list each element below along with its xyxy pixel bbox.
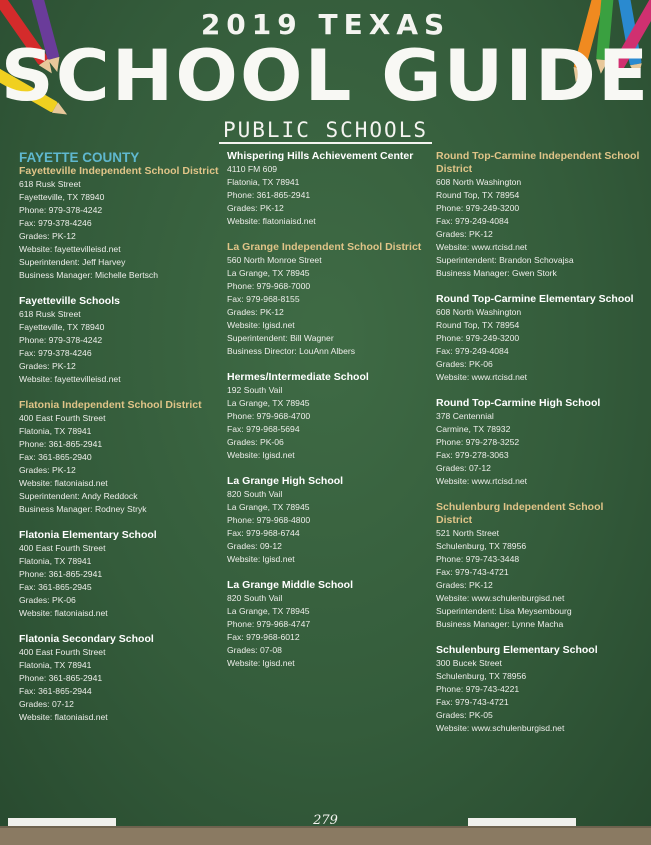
detail-line: Carmine, TX 78932: [436, 424, 511, 434]
detail-line: Flatonia, TX 78941: [227, 177, 300, 187]
detail-line: Fax: 979-278-3063: [436, 450, 509, 460]
detail-line: Superintendent: Brandon Schovajsa: [436, 255, 574, 265]
district-entry: [436, 150, 641, 280]
detail-line: Business Manager: Rodney Stryk: [19, 504, 147, 514]
district-entry: [436, 501, 641, 631]
detail-line: Grades: 09-12: [227, 541, 282, 551]
detail-line: Business Manager: Gwen Stork: [436, 268, 557, 278]
detail-line: Website: www.schulenburgisd.net: [436, 593, 565, 603]
detail-line: Schulenburg, TX 78956: [436, 541, 527, 551]
district-name: Flatonia Independent School District: [19, 399, 202, 411]
detail-line: La Grange, TX 78945: [227, 398, 310, 408]
detail-line: Phone: 979-249-3200: [436, 203, 520, 213]
detail-line: 192 South Vail: [227, 385, 283, 395]
school-name: Whispering Hills Achievement Center: [227, 150, 414, 162]
detail-line: Phone: 979-968-4747: [227, 619, 311, 629]
detail-line: Fax: 979-968-5694: [227, 424, 300, 434]
detail-line: Website: flatoniaisd.net: [19, 608, 108, 618]
detail-line: 618 Rusk Street: [19, 179, 81, 189]
detail-line: Phone: 979-378-4242: [19, 205, 103, 215]
detail-line: Fax: 979-968-8155: [227, 294, 300, 304]
detail-line: 378 Centennial: [436, 411, 494, 421]
subtitle-text: PUBLIC SCHOOLS: [219, 118, 432, 144]
detail-line: Superintendent: Bill Wagner: [227, 333, 334, 343]
detail-line: 400 East Fourth Street: [19, 413, 106, 423]
detail-line: Website: flatoniaisd.net: [19, 712, 108, 722]
district-name: Fayetteville Independent School District: [19, 165, 219, 177]
detail-line: Phone: 979-249-3200: [436, 333, 520, 343]
school-name: La Grange Middle School: [227, 579, 354, 591]
detail-line: 4110 FM 609: [227, 164, 278, 174]
detail-line: Website: lgisd.net: [227, 450, 295, 460]
detail-line: 608 North Washington: [436, 307, 522, 317]
detail-line: Grades: 07-12: [436, 463, 491, 473]
page-subtitle: [0, 118, 651, 142]
school-name: Fayetteville Schools: [19, 295, 120, 307]
school-entry: [227, 150, 432, 228]
detail-line: Website: fayettevilleisd.net: [19, 244, 121, 254]
school-name: Flatonia Elementary School: [19, 529, 157, 541]
column-3: [436, 150, 641, 748]
detail-line: Phone: 361-865-2941: [19, 569, 103, 579]
detail-line: Round Top, TX 78954: [436, 320, 520, 330]
detail-line: 820 South Vail: [227, 489, 283, 499]
detail-line: La Grange, TX 78945: [227, 268, 310, 278]
detail-line: Grades: PK-06: [227, 437, 284, 447]
detail-line: Fax: 361-865-2945: [19, 582, 92, 592]
school-entry: [19, 295, 224, 386]
school-entry: [227, 475, 432, 566]
detail-line: Phone: 979-968-4800: [227, 515, 311, 525]
county-heading: FAYETTE COUNTY: [19, 150, 140, 165]
detail-line: Phone: 979-968-7000: [227, 281, 311, 291]
school-entry: [436, 397, 641, 488]
detail-line: Fax: 979-249-4084: [436, 346, 509, 356]
district-entry: [19, 165, 224, 282]
detail-line: Phone: 979-278-3252: [436, 437, 520, 447]
detail-line: Superintendent: Lisa Meysembourg: [436, 606, 572, 616]
district-entry: [19, 399, 224, 516]
detail-line: Website: www.rtcisd.net: [436, 476, 528, 486]
school-name: Round Top-Carmine Elementary School: [436, 293, 634, 305]
column-2: [227, 150, 432, 683]
detail-line: Website: www.schulenburgisd.net: [436, 723, 565, 733]
detail-line: Fax: 979-378-4246: [19, 348, 92, 358]
detail-line: Business Director: LouAnn Albers: [227, 346, 356, 356]
detail-line: Flatonia, TX 78941: [19, 660, 92, 670]
detail-line: Fax: 361-865-2940: [19, 452, 92, 462]
detail-line: Round Top, TX 78954: [436, 190, 520, 200]
school-entry: [227, 371, 432, 462]
detail-line: Website: www.rtcisd.net: [436, 242, 528, 252]
detail-line: Fayetteville, TX 78940: [19, 322, 105, 332]
detail-line: Flatonia, TX 78941: [19, 426, 92, 436]
detail-line: Fax: 979-378-4246: [19, 218, 92, 228]
school-entry: [436, 293, 641, 384]
detail-line: Schulenburg, TX 78956: [436, 671, 527, 681]
header-year: 2019 TEXAS: [200, 8, 451, 41]
detail-line: 521 North Street: [436, 528, 500, 538]
school-name: La Grange High School: [227, 475, 344, 487]
detail-line: 400 East Fourth Street: [19, 647, 106, 657]
detail-line: Website: fayettevilleisd.net: [19, 374, 121, 384]
school-entry: [19, 529, 224, 620]
detail-line: Grades: 07-08: [227, 645, 282, 655]
detail-line: Flatonia, TX 78941: [19, 556, 92, 566]
detail-line: Fax: 979-743-4721: [436, 697, 509, 707]
district-name: Schulenburg Independent School District: [436, 501, 604, 526]
detail-line: 400 East Fourth Street: [19, 543, 106, 553]
chalk-ledge: [0, 826, 651, 845]
detail-line: Grades: PK-12: [227, 307, 284, 317]
district-name: La Grange Independent School District: [227, 241, 422, 253]
detail-line: Website: lgisd.net: [227, 554, 295, 564]
detail-line: Fax: 979-968-6012: [227, 632, 300, 642]
school-name: Flatonia Secondary School: [19, 633, 154, 645]
school-name: Schulenburg Elementary School: [436, 644, 598, 656]
detail-line: 618 Rusk Street: [19, 309, 81, 319]
detail-line: 300 Bucek Street: [436, 658, 502, 668]
detail-line: Grades: PK-12: [227, 203, 284, 213]
detail-line: Superintendent: Andy Reddock: [19, 491, 138, 501]
school-entry: [436, 644, 641, 735]
detail-line: Grades: PK-06: [436, 359, 493, 369]
school-name: Hermes/Intermediate School: [227, 371, 369, 383]
detail-line: 560 North Monroe Street: [227, 255, 322, 265]
detail-line: Phone: 979-743-3448: [436, 554, 520, 564]
detail-line: Fax: 979-249-4084: [436, 216, 509, 226]
detail-line: Grades: 07-12: [19, 699, 74, 709]
school-entry: [19, 633, 224, 724]
district-name: Round Top-Carmine Independent School District: [436, 150, 640, 175]
detail-line: Superintendent: Jeff Harvey: [19, 257, 126, 267]
detail-line: Grades: PK-12: [436, 580, 493, 590]
school-entry: [227, 579, 432, 670]
detail-line: Phone: 361-865-2941: [19, 439, 103, 449]
detail-line: Phone: 979-743-4221: [436, 684, 520, 694]
detail-line: Phone: 979-968-4700: [227, 411, 311, 421]
page-title: SCHOOL GUIDE: [0, 35, 651, 117]
detail-line: Fax: 979-743-4721: [436, 567, 509, 577]
detail-line: Fax: 979-968-6744: [227, 528, 300, 538]
column-1: [19, 150, 224, 737]
page-number: 279: [313, 813, 338, 828]
detail-line: Grades: PK-12: [19, 361, 76, 371]
detail-line: Grades: PK-06: [19, 595, 76, 605]
detail-line: Grades: PK-05: [436, 710, 493, 720]
detail-line: Phone: 361-865-2941: [227, 190, 311, 200]
detail-line: Fax: 361-865-2944: [19, 686, 92, 696]
detail-line: Website: flatoniaisd.net: [227, 216, 316, 226]
detail-line: Grades: PK-12: [436, 229, 493, 239]
detail-line: Fayetteville, TX 78940: [19, 192, 105, 202]
detail-line: Phone: 361-865-2941: [19, 673, 103, 683]
detail-line: Grades: PK-12: [19, 465, 76, 475]
detail-line: La Grange, TX 78945: [227, 502, 310, 512]
district-entry: [227, 241, 432, 358]
detail-line: Website: lgisd.net: [227, 320, 295, 330]
detail-line: 608 North Washington: [436, 177, 522, 187]
detail-line: Website: www.rtcisd.net: [436, 372, 528, 382]
detail-line: Business Manager: Lynne Macha: [436, 619, 564, 629]
school-name: Round Top-Carmine High School: [436, 397, 601, 409]
detail-line: Website: lgisd.net: [227, 658, 295, 668]
detail-line: Website: flatoniaisd.net: [19, 478, 108, 488]
detail-line: 820 South Vail: [227, 593, 283, 603]
detail-line: Grades: PK-12: [19, 231, 76, 241]
detail-line: Phone: 979-378-4242: [19, 335, 103, 345]
detail-line: Business Manager: Michelle Bertsch: [19, 270, 158, 280]
detail-line: La Grange, TX 78945: [227, 606, 310, 616]
